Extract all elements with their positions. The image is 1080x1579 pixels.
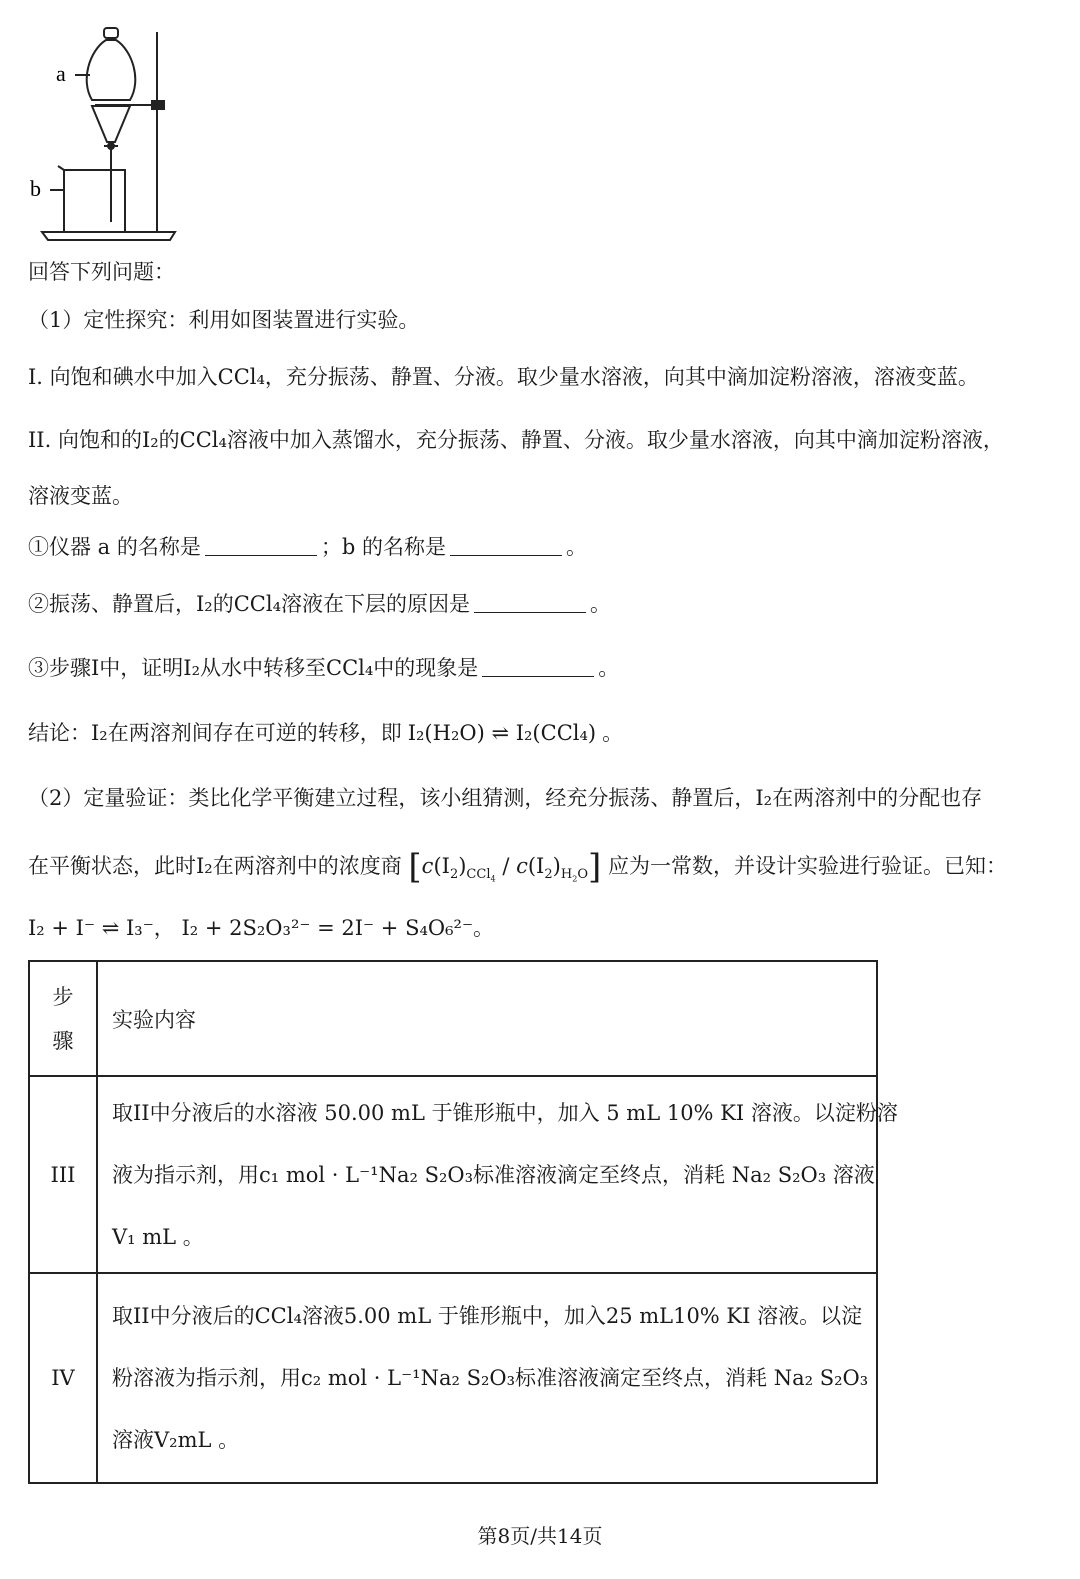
answer-blank-a[interactable] xyxy=(205,537,317,556)
question-2: ②振荡、静置后，I₂的CCl₄溶液在下层的原因是 。 xyxy=(28,592,611,616)
page-footer: 第8页/共14页 xyxy=(477,1524,603,1548)
table-row xyxy=(29,1076,877,1273)
equation-1: I₂ + I⁻ ⇌ I₃⁻ xyxy=(28,916,154,940)
stand-base xyxy=(42,232,175,240)
table-row xyxy=(29,1273,877,1483)
stopper xyxy=(104,28,118,38)
part2-line1: （2）定量验证：类比化学平衡建立过程，该小组猜测，经充分振荡、静置后，I₂在两溶剂中的分配也存 xyxy=(28,786,983,810)
concentration-quotient: $[c(I_2)_{CCl_4} / c(I_2)_{H_2O}]$ xyxy=(408,847,602,887)
part1-step2-line2: 溶液变蓝。 xyxy=(28,484,133,508)
answer-blank-2[interactable] xyxy=(474,594,586,613)
label-a: a xyxy=(56,61,66,86)
content-cell: 取II中分液后的水溶液 50.00 mL 于锥形瓶中，加入 5 mL 10% KI 溶液。以淀粉溶 液为指示剂，用c₁ mol · L⁻¹Na₂ S₂O₃标准溶液滴定至终点，消耗 Na₂ S₂O₃ 溶液 V₁ mL 。 xyxy=(97,1076,877,1273)
equilibrium-equation: I₂(H₂O) ⇌ I₂(CCl₄) xyxy=(407,721,597,745)
apparatus-figure xyxy=(20,10,210,260)
answer-blank-b[interactable] xyxy=(450,537,562,556)
step-cell: III xyxy=(29,1076,97,1273)
step-cell: IV xyxy=(29,1273,97,1483)
label-b: b xyxy=(30,176,41,201)
part1-step1: I. 向饱和碘水中加入CCl₄，充分振荡、静置、分液。取少量水溶液，向其中滴加淀粉溶液，溶液变蓝。 xyxy=(28,365,979,389)
known-equations: I₂ + I⁻ ⇌ I₃⁻， I₂ + 2S₂O₃²⁻ = 2I⁻ + S₄O₆²⁻。 xyxy=(28,916,495,940)
table-header-row xyxy=(29,961,877,1076)
beaker xyxy=(58,166,125,232)
question-1: ①仪器 a 的名称是 ；b 的名称是 。 xyxy=(28,535,587,559)
content-cell: 取II中分液后的CCl₄溶液5.00 mL 于锥形瓶中，加入25 mL10% KI 溶液。以淀 粉溶液为指示剂，用c₂ mol · L⁻¹Na₂ S₂O₃标准溶液滴定至终点，消耗 Na₂ S₂O₃ 溶液V₂mL 。 xyxy=(97,1273,877,1483)
question-3: ③步骤I中，证明I₂从水中转移至CCl₄中的现象是 。 xyxy=(28,656,620,680)
part2-line2: 在平衡状态，此时I₂在两溶剂中的浓度商 $[c(I_2)_{CCl_4} / c(I_2)_{H_2O}]$ 应为一常数，并设计实验进行验证。已知： xyxy=(28,847,1007,887)
intro-text: 回答下列问题： xyxy=(28,260,175,284)
separatory-funnel xyxy=(87,40,136,100)
equation-2: I₂ + 2S₂O₃²⁻ = 2I⁻ + S₄O₆²⁻ xyxy=(181,916,474,940)
part1-step2-line1: II. 向饱和的I₂的CCl₄溶液中加入蒸馏水，充分振荡、静置、分液。取少量水溶液，向其中滴加淀粉溶液， xyxy=(28,428,1004,452)
part1-title: （1）定性探究：利用如图装置进行实验。 xyxy=(28,308,420,332)
conclusion: 结论：I₂在两溶剂间存在可逆的转移，即 I₂(H₂O) ⇌ I₂(CCl₄) 。 xyxy=(28,721,624,745)
header-step-cell: 步 骤 xyxy=(29,961,97,1076)
header-content-cell: 实验内容 xyxy=(97,961,877,1076)
experiment-table xyxy=(28,960,898,1484)
answer-blank-3[interactable] xyxy=(482,658,594,677)
